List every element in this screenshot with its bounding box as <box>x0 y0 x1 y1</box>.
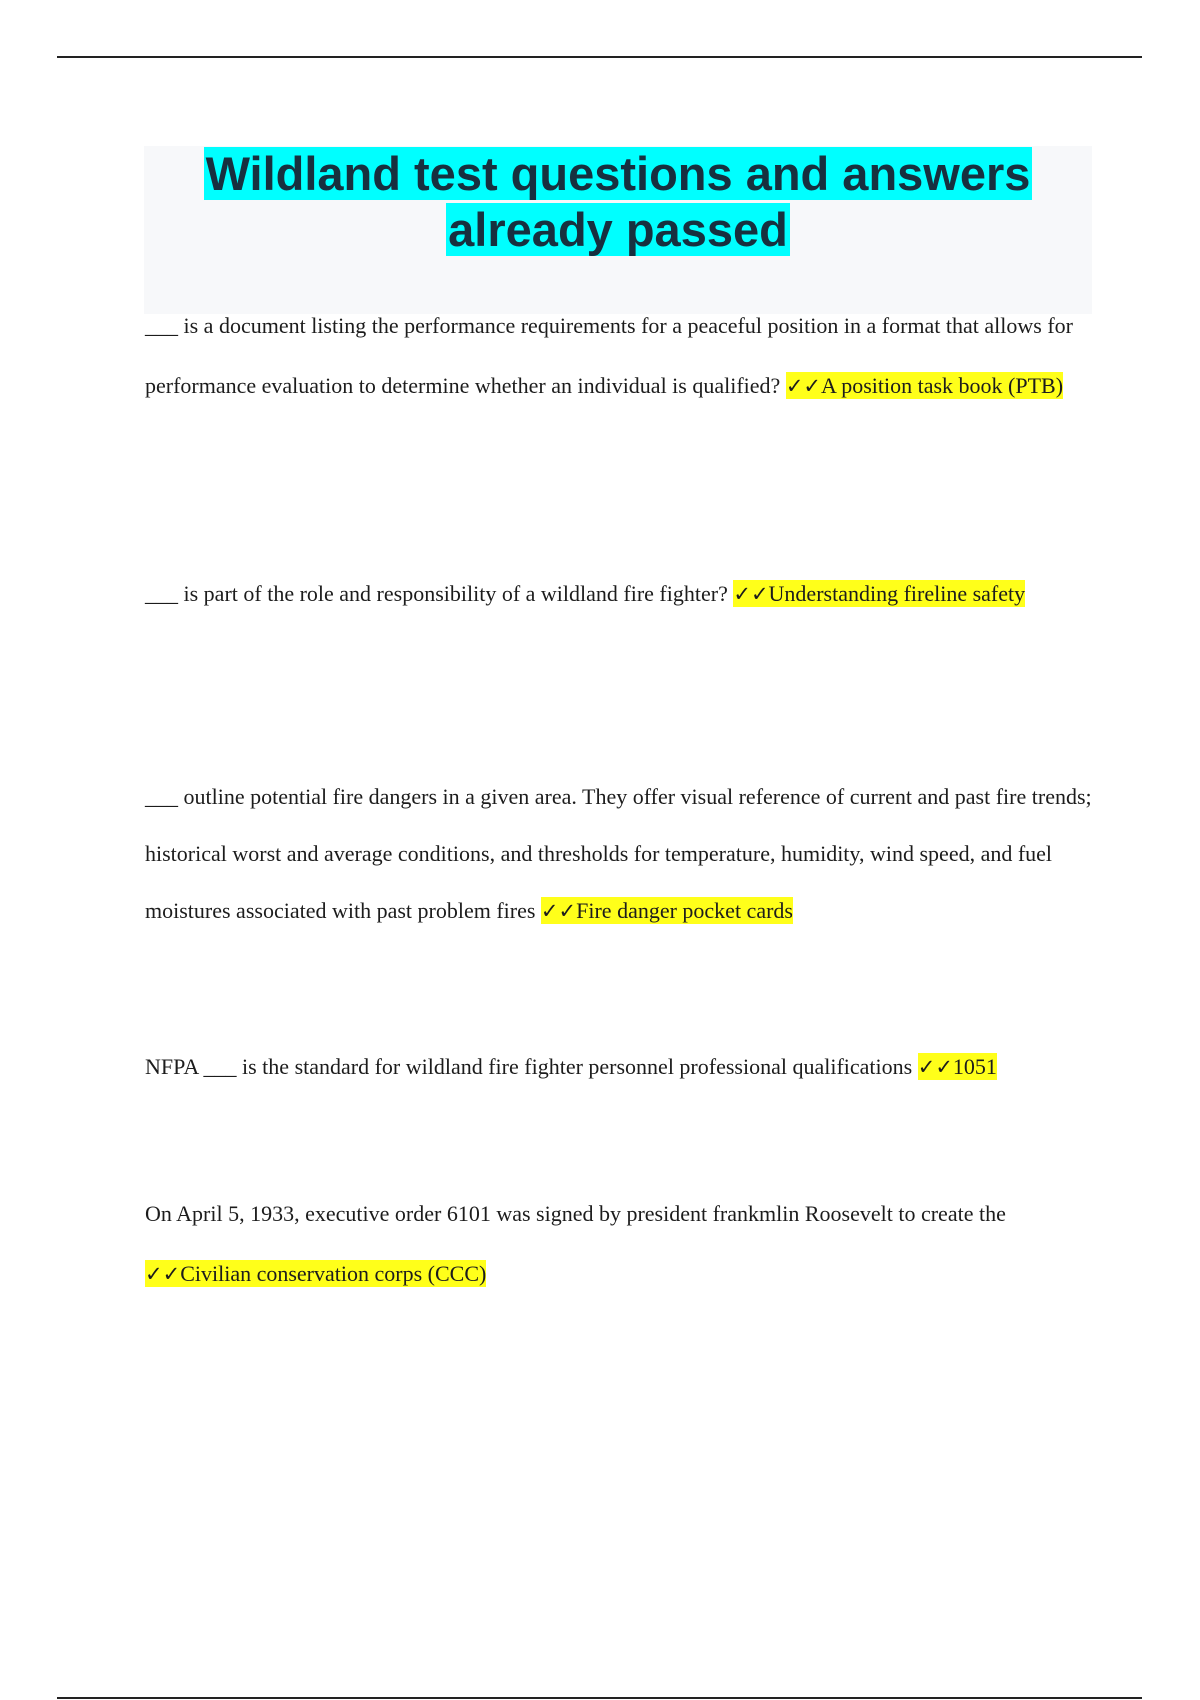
answer-highlight <box>145 1260 486 1287</box>
page-title-text: Wildland test questions and answers already passed <box>205 147 1031 256</box>
question-text: ___ is part of the role and responsibility of a wildland fire fighter? <box>145 581 734 606</box>
answer-text: Civilian conservation corps (CCC) <box>180 1261 487 1286</box>
check-mark-icon: ✓✓ <box>145 1262 181 1286</box>
qa-item-3 <box>145 768 1095 940</box>
page-bottom-rule <box>57 1697 1142 1699</box>
answer-highlight <box>541 897 793 924</box>
check-mark-icon: ✓✓ <box>785 374 822 398</box>
check-mark-icon: ✓✓ <box>917 1055 953 1079</box>
qa-item-2 <box>145 564 1095 624</box>
qa-item-4 <box>145 1037 1095 1097</box>
page-top-rule <box>57 56 1142 58</box>
answer-text: Understanding fireline safety <box>768 581 1026 606</box>
question-text: On April 5, 1933, executive order 6101 was signed by president frankmlin Roosevelt to create the <box>145 1201 1006 1226</box>
answer-text: 1051 <box>952 1054 997 1079</box>
check-mark-icon: ✓✓ <box>733 582 769 606</box>
question-text: ___ outline potential fire dangers in a given area. They offer visual reference of current and past fire trends; historical worst and average conditions, and thresholds for temperature, humidity, wind speed, and fuel moistures associated with past problem fires <box>145 784 1092 923</box>
question-text: ___ is a document listing the performance requirements for a peaceful position in a format that allows for performance evaluation to determine whether an individual is qualified? <box>145 313 1073 398</box>
check-mark-icon: ✓✓ <box>540 899 577 923</box>
answer-text: Fire danger pocket cards <box>576 898 793 923</box>
question-text: NFPA ___ is the standard for wildland fire fighter personnel professional qualifications <box>145 1054 918 1079</box>
answer-text: A position task book (PTB) <box>821 373 1064 398</box>
answer-highlight <box>786 372 1063 399</box>
answer-highlight <box>733 580 1025 607</box>
qa-item-5 <box>145 1184 1095 1304</box>
qa-item-1 <box>145 296 1095 416</box>
title-banner <box>144 146 1092 314</box>
page-title <box>144 146 1092 258</box>
answer-highlight <box>918 1053 997 1080</box>
